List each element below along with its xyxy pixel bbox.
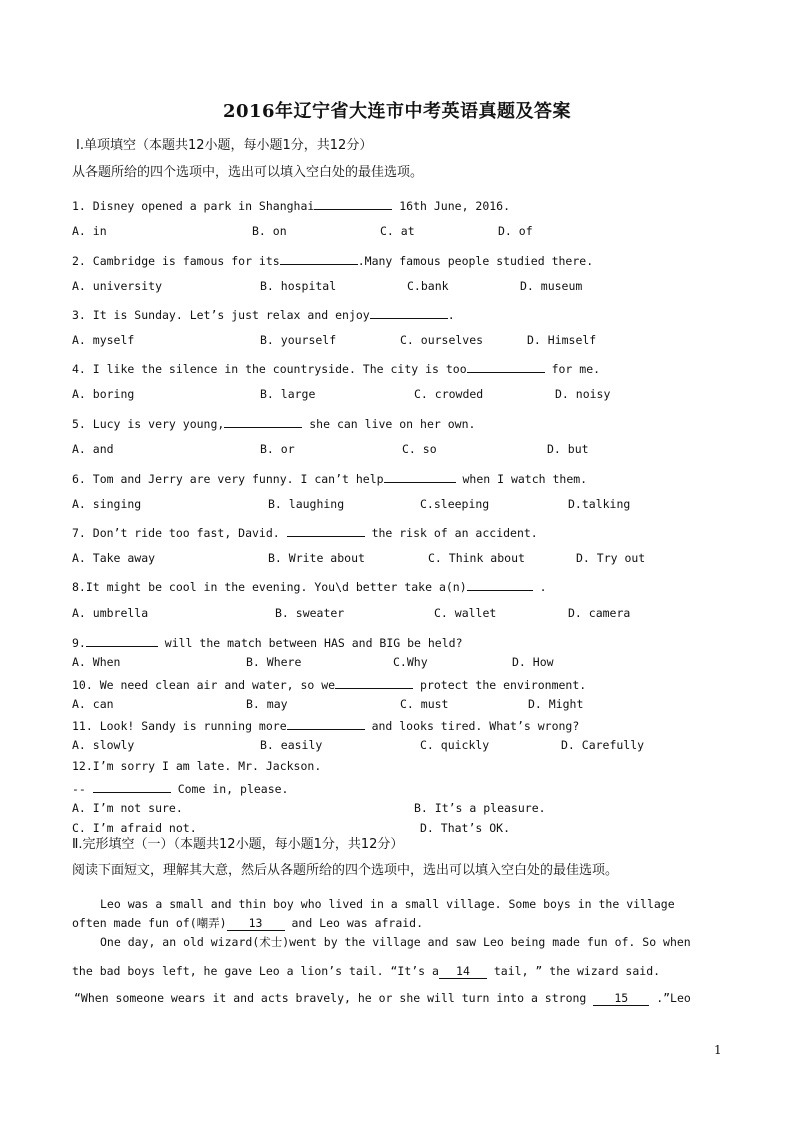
passage-p1-line1: Leo was a small and thin boy who lived in a small village. Some boys in the village — [100, 897, 675, 911]
question-stem: 2. Cambridge is famous for its — [72, 254, 280, 268]
question-stem-end: she can live on her own. — [302, 417, 476, 431]
answer-blank — [280, 252, 358, 265]
question-9-option-a: A. When — [72, 655, 121, 669]
passage-p1-line2 — [72, 916, 423, 931]
question-stem-end: will the match between HAS and BIG be held? — [157, 636, 463, 650]
blank-14: 14 — [439, 964, 487, 979]
question-4-text — [72, 360, 600, 376]
section1-instruction: 从各题所给的四个选项中，选出可以填入空白处的最佳选项。 — [72, 165, 424, 180]
question-1-text — [72, 197, 510, 213]
question-2-option-d: D. museum — [520, 279, 583, 293]
question-11-option-d: D. Carefully — [561, 738, 645, 752]
answer-blank — [93, 780, 171, 793]
question-7-text — [72, 524, 538, 540]
question-12-option-b: B. It’s a pleasure. — [414, 801, 546, 815]
question-5-option-d: D. but — [547, 442, 589, 456]
question-10-text — [72, 676, 586, 692]
question-6-option-d: D.talking — [568, 497, 631, 511]
question-7-option-b: B. Write about — [268, 551, 365, 565]
question-12-option-d: D. That’s OK. — [420, 821, 511, 835]
page-number: 1 — [714, 1043, 722, 1057]
question-9-option-b: B. Where — [246, 655, 302, 669]
question-stem: 5. Lucy is very young, — [72, 417, 225, 431]
question-stem-end: .Many famous people studied there. — [357, 254, 594, 268]
question-10-option-c: C. must — [400, 697, 449, 711]
question-7-option-a: A. Take away — [72, 551, 156, 565]
answer-blank — [86, 634, 158, 647]
question-stem-end: for me. — [544, 362, 601, 376]
section2-instruction: 阅读下面短文，理解其大意，然后从各题所给的四个选项中，选出可以填入空白处的最佳选项。 — [72, 863, 619, 878]
question-stem-end: protect the environment. — [413, 678, 587, 692]
question-4-option-d: D. noisy — [555, 387, 611, 401]
question-10-option-a: A. can — [72, 697, 114, 711]
question-stem: 11. Look! Sandy is running more — [72, 719, 287, 733]
question-9-text — [72, 634, 463, 650]
answer-blank — [384, 470, 456, 483]
question-stem-end: and looks tired. What’s wrong? — [364, 719, 580, 733]
question-5-option-b: B. or — [260, 442, 295, 456]
question-7-option-d: D. Try out — [576, 551, 646, 565]
question-5-text — [72, 415, 475, 431]
question-stem: 1. Disney opened a park in Shanghai — [72, 199, 315, 213]
question-8-option-c: C. wallet — [434, 606, 497, 620]
question-stem: 7. Don’t ride too fast, David. — [72, 526, 287, 540]
question-11-text — [72, 717, 579, 733]
question-2-option-c: C.bank — [407, 279, 449, 293]
question-4-option-a: A. boring — [72, 387, 135, 401]
question-11-option-a: A. slowly — [72, 738, 135, 752]
question-8-option-a: A. umbrella — [72, 606, 149, 620]
question-stem-end: when I watch them. — [455, 472, 588, 486]
question-12-option-a: A. I’m not sure. — [72, 801, 183, 815]
question-3-text — [72, 306, 455, 322]
question-stem: 10. We need clean air and water, so we — [72, 678, 336, 692]
answer-blank — [224, 415, 302, 428]
blank-15: 15 — [593, 991, 649, 1006]
question-7-option-c: C. Think about — [428, 551, 525, 565]
question-stem-end: . — [532, 580, 547, 594]
question-stem: 4. I like the silence in the countryside. The city is too — [72, 362, 467, 376]
reply-prefix: -- — [72, 782, 93, 796]
answer-blank — [467, 578, 533, 591]
passage-text: the bad boys left, he gave Leo a lion’s tail. “It’s a — [72, 964, 439, 978]
section2-heading: Ⅱ.完形填空（一）（本题共12小题，每小题1分，共12分） — [72, 837, 404, 852]
question-2-option-a: A. university — [72, 279, 163, 293]
section1-heading: Ⅰ.单项填空（本题共12小题，每小题1分，共12分） — [76, 138, 373, 153]
question-9-option-c: C.Why — [393, 655, 428, 669]
question-5-option-c: C. so — [402, 442, 437, 456]
question-1-option-c: C. at — [380, 224, 415, 238]
answer-blank — [370, 306, 448, 319]
question-1-option-d: D. of — [498, 224, 533, 238]
question-12-text: 12.I’m sorry I am late. Mr. Jackson. — [72, 759, 322, 773]
answer-blank — [287, 524, 365, 537]
question-1-option-b: B. on — [252, 224, 287, 238]
question-3-option-d: D. Himself — [527, 333, 597, 347]
question-8-option-d: D. camera — [568, 606, 631, 620]
question-11-option-b: B. easily — [260, 738, 323, 752]
question-stem-end: 16th June, 2016. — [392, 199, 511, 213]
passage-text: and Leo was afraid. — [284, 916, 424, 930]
answer-blank — [287, 717, 365, 730]
blank-13: 13 — [227, 916, 285, 931]
question-8-option-b: B. sweater — [275, 606, 345, 620]
passage-text: often made fun of(嘲弄) — [72, 916, 227, 930]
question-6-text — [72, 470, 587, 486]
passage-text: .”Leo — [649, 991, 691, 1005]
question-stem-end: . — [447, 308, 455, 322]
question-9-option-d: D. How — [512, 655, 554, 669]
passage-text: “When someone wears it and acts bravely, he or she will turn into a strong — [74, 991, 594, 1005]
question-3-option-a: A. myself — [72, 333, 135, 347]
question-8-text — [72, 578, 547, 594]
question-stem-end: the risk of an accident. — [364, 526, 538, 540]
question-4-option-b: B. large — [260, 387, 316, 401]
passage-p2-line1: One day, an old wizard(术士)went by the village and saw Leo being made fun of. So when — [100, 935, 691, 949]
question-10-option-b: B. may — [246, 697, 288, 711]
answer-blank — [467, 360, 545, 373]
question-2-text — [72, 252, 593, 268]
question-3-option-b: B. yourself — [260, 333, 337, 347]
question-stem: 6. Tom and Jerry are very funny. I can’t help — [72, 472, 384, 486]
question-6-option-b: B. laughing — [268, 497, 345, 511]
question-12-option-c: C. I’m afraid not. — [72, 821, 197, 835]
question-stem: 8.It might be cool in the evening. You\d better take a(n) — [72, 580, 467, 594]
question-4-option-c: C. crowded — [414, 387, 484, 401]
passage-text: tail, ” the wizard said. — [486, 964, 661, 978]
question-12-reply — [72, 780, 288, 796]
question-10-option-d: D. Might — [528, 697, 584, 711]
answer-blank — [335, 676, 413, 689]
reply-suffix: Come in, please. — [170, 782, 289, 796]
question-5-option-a: A. and — [72, 442, 114, 456]
question-6-option-c: C.sleeping — [420, 497, 490, 511]
passage-p2-line2 — [72, 964, 660, 979]
question-6-option-a: A. singing — [72, 497, 142, 511]
question-3-option-c: C. ourselves — [400, 333, 484, 347]
page-title: 2016年辽宁省大连市中考英语真题及答案 — [222, 101, 572, 122]
question-11-option-c: C. quickly — [420, 738, 490, 752]
question-1-option-a: A. in — [72, 224, 107, 238]
passage-p2-line3 — [74, 991, 691, 1006]
question-2-option-b: B. hospital — [260, 279, 337, 293]
question-stem: 3. It is Sunday. Let’s just relax and enjoy — [72, 308, 370, 322]
question-stem: 9. — [72, 636, 86, 650]
answer-blank — [314, 197, 392, 210]
